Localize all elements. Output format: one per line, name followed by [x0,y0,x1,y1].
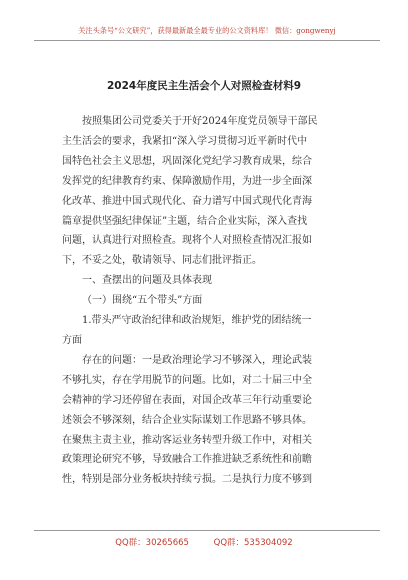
body-line: 主生活会的要求，我紧扣“深入学习贯彻习近平新时代中 [62,135,308,147]
qq-group-1: QQ群：30265665 [115,538,189,548]
body-line: 性，特别是部分业务板块持续亏损。二是执行力度不够到 [62,474,312,486]
body-line: 问题，认真进行对照检查。现将个人对照检查情况汇报如 [62,235,312,247]
body-line: 述领会不够深刻，结合企业实际谋划工作思路不够具体。 [62,414,312,426]
body-line: 篇章提供坚强纪律保证”主题，结合企业实际，深入查找 [62,215,308,227]
body-line: 按照集团公司党委关于开好2024年度党员领导干部民 [82,116,318,127]
section-heading: 一、查摆出的问题及具体表现 [82,275,212,287]
body-line: 化改革、推进中国式现代化、奋力谱写中国式现代化青海 [62,195,312,207]
body-line: 不够扎实，存在学用脱节的问题。比如，对二十届三中全 [62,374,312,386]
body-line: 会精神的学习还停留在表面，对国企改革三年行动重要论 [62,394,312,406]
footer-divider [34,530,380,531]
body-line: 存在的问题：一是政治理论学习不够深入，理论武装 [82,354,312,366]
footer-contacts [0,536,408,548]
header-divider [34,40,380,41]
body-line: 在聚焦主责主业，推动客运业务转型升级工作中，对相关 [62,434,312,446]
document-body [62,112,358,490]
body-line: 下，不妥之处，敬请领导、同志们批评指正。 [62,255,262,267]
subsection-heading: （一）围绕“五个带头”方面 [82,295,203,307]
document-title: 2024年度民主生活会个人对照检查材料9 [106,80,302,92]
item-heading-continued: 方面 [62,334,82,346]
promo-banner: 关注头条号“公文研究”，获得最新最全最专业的公文资料库！ 微信：gongwenyj [78,26,336,35]
qq-group-2: QQ群：535304092 [213,538,293,548]
body-line: 发挥党的纪律教育约束、保障激励作用，为进一步全面深 [62,175,312,187]
body-line: 政策理论研究不够，导致融合工作推进缺乏系统性和前瞻 [62,454,312,466]
item-heading: 1.带头严守政治纪律和政治规矩，维护党的团结统一 [82,315,312,327]
body-line: 国特色社会主义思想，巩固深化党纪学习教育成果，综合 [62,155,312,167]
